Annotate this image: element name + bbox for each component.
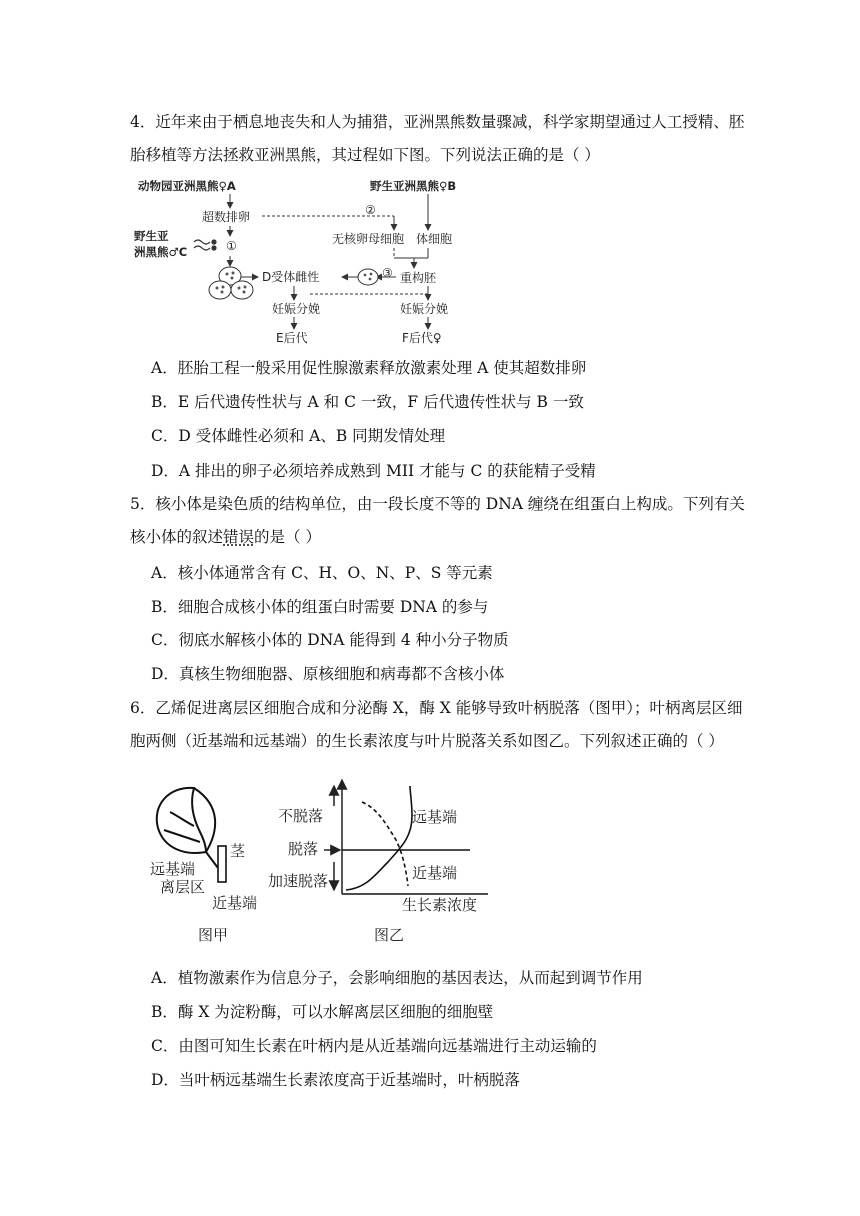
reconstructed-embryo-icon [358, 269, 378, 285]
q4-option-d: D．A 排出的卵子必须培养成熟到 MII 才能与 C 的获能精子受精 [151, 462, 596, 480]
q6-option-a: A．植物激素作为信息分子，会影响细胞的基因表达，从而起到调节作用 [151, 969, 643, 987]
offspring-e-label: E后代 [276, 331, 308, 345]
step-2-marker: ② [365, 203, 376, 217]
reconstructed-embryo-label: 重构胚 [400, 271, 437, 285]
step-3-marker: ③ [382, 266, 393, 280]
q6-option-d: D．当叶柄远基端生长素浓度高于近基端时，叶柄脱落 [151, 1071, 520, 1089]
q5-stem-emphasis: 错误 [223, 528, 255, 546]
q4-option-a: A．胚胎工程一般采用促性腺激素释放激素处理 A 使其超数排卵 [151, 359, 587, 377]
sperm-icon [194, 240, 216, 250]
q6-stem-line1: 6．乙烯促进离层区细胞合成和分泌酶 X，酶 X 能够导致叶柄脱落（图甲）；叶柄离层区细 [130, 699, 743, 717]
q6-stem-line2: 胞两侧（近基端和远基端）的生长素浓度与叶片脱落关系如图乙。下列叙述正确的（ ） [130, 732, 724, 750]
recipient-female-label: D受体雌性 [262, 270, 320, 284]
zoo-bear-label: 动物园亚洲黑熊♀A [138, 179, 236, 193]
embryo-cluster-icon [209, 267, 253, 299]
curve-proximal-label: 近基端 [412, 864, 458, 882]
q4-stem-line2: 胎移植等方法拯救亚洲黑熊，其过程如下图。下列说法正确的是（ ） [130, 146, 600, 164]
y-label-abscission: 脱落 [288, 840, 319, 858]
q6-option-c: C．由图可知生长素在叶柄内是从近基端向远基端进行主动运输的 [151, 1037, 597, 1055]
stem-label: 茎 [230, 842, 246, 860]
q6-option-b: B．酶 X 为淀粉酶，可以水解离层区细胞的细胞壁 [151, 1003, 494, 1021]
distal-end-label: 远基端 [150, 860, 196, 878]
offspring-f-label: F后代♀ [402, 331, 442, 345]
q4-option-c: C．D 受体雌性必须和 A、B 同期发情处理 [151, 427, 446, 445]
q4-ivf-diagram [132, 176, 472, 348]
pregnancy-left-label: 妊娠分娩 [272, 302, 321, 316]
q5-option-c: C．彻底水解核小体的 DNA 能得到 4 种小分子物质 [151, 631, 509, 649]
q5-option-a: A．核小体通常含有 C、H、O、N、P、S 等元素 [151, 564, 493, 582]
q5-stem-line2 [130, 527, 321, 547]
abscission-zone-label: 离层区 [160, 878, 206, 896]
figure-a-caption: 图甲 [198, 926, 229, 944]
q5-option-b: B．细胞合成核小体的组蛋白时需要 DNA 的参与 [151, 598, 489, 616]
curve-distal-label: 远基端 [412, 808, 458, 826]
q5-stem-pre: 核小体的叙述 [130, 528, 224, 546]
q5-stem-post: 的是（ ） [254, 528, 321, 546]
q5-option-d: D．真核生物细胞器、原核细胞和病毒都不含核小体 [151, 665, 505, 683]
wild-female-label: 野生亚洲黑熊♀B [370, 179, 457, 193]
figure-b-caption: 图乙 [374, 926, 405, 944]
x-axis-label: 生长素浓度 [402, 896, 478, 914]
proximal-end-label: 近基端 [212, 894, 258, 912]
superovulation-label: 超数排卵 [202, 210, 251, 224]
q4-stem-line1: 4．近年来由于栖息地丧失和人为捕猎，亚洲黑熊数量骤减，科学家期望通过人工授精、胚 [130, 113, 745, 131]
q5-stem-line1: 5．核小体是染色质的结构单位，由一段长度不等的 DNA 缠绕在组蛋白上构成。下列有关 [130, 495, 745, 513]
q4-option-b: B．E 后代遗传性状与 A 和 C 一致，F 后代遗传性状与 B 一致 [151, 393, 584, 411]
y-label-no-abscission: 不脱落 [278, 807, 324, 825]
y-label-accelerated: 加速脱落 [268, 872, 329, 890]
enucleated-egg-label: 无核卵母细胞 [332, 232, 405, 246]
step-1-marker: ① [226, 239, 237, 253]
wild-male-label-1: 野生亚 [134, 229, 169, 243]
somatic-cell-label: 体细胞 [416, 232, 453, 246]
wild-male-label-2: 洲黑熊♂C [134, 245, 188, 259]
q6-figures [148, 776, 498, 946]
pregnancy-right-label: 妊娠分娩 [400, 302, 449, 316]
